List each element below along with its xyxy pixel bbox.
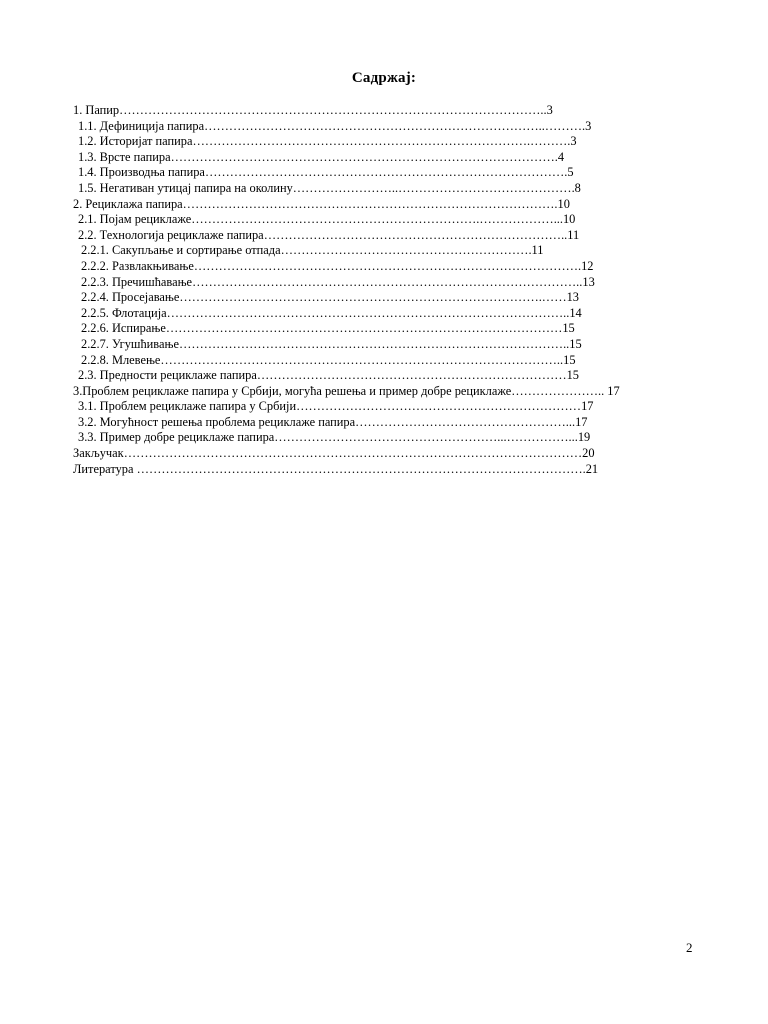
toc-entry-label: 2.2.4. Просејавање — [81, 290, 180, 305]
toc-entry-page: 19 — [577, 430, 591, 445]
toc-entry-label: 2.1. Појам рециклаже — [78, 212, 192, 227]
toc-entry-label: 2.2.2. Развлакњивање — [81, 258, 194, 273]
table-of-contents — [73, 103, 713, 477]
toc-entry-label: 2.2. Технологија рециклаже папира — [78, 227, 264, 242]
toc-entry — [73, 399, 713, 415]
toc-entry-leader: ………………………………………………………………………………….. — [178, 336, 570, 351]
toc-entry — [73, 181, 713, 197]
toc-entry-page: 14 — [569, 305, 582, 320]
toc-entry-label: 3.1. Проблем рециклаже папира у Србији — [78, 399, 297, 414]
toc-entry-leader: …………………………………………………………….………………... — [191, 212, 563, 227]
toc-entry-leader: ……………………………………………... — [355, 414, 576, 429]
toc-entry-label: 2.2.3. Пречишћавање — [81, 274, 193, 289]
toc-heading: Садржај: — [351, 70, 417, 86]
toc-entry-page: 17 — [607, 383, 620, 398]
toc-entry-leader: ……………………………………………………………….. — [263, 227, 568, 242]
toc-entry-label: 3.3. Пример добре рециклаже папира — [78, 430, 275, 445]
toc-entry — [73, 103, 713, 119]
toc-entry — [73, 430, 713, 446]
toc-entry-label: 2.2.5. Флотација — [81, 305, 167, 320]
toc-entry-leader: ………………………………………………………………………………………………. — [136, 461, 586, 476]
toc-entry-page: 10 — [562, 212, 576, 227]
toc-entry-leader: ………………………………………………………………… — [256, 368, 567, 383]
toc-entry-leader: …………………………………………………………………………….…… — [179, 290, 567, 305]
toc-entry — [73, 259, 713, 275]
toc-entry — [73, 306, 713, 322]
toc-entry-page: 15 — [569, 336, 582, 351]
toc-entry-page: 10 — [557, 196, 570, 211]
toc-entry — [73, 415, 713, 431]
toc-entry-leader: ………………………………………………………………………………….. — [192, 274, 583, 289]
toc-entry — [73, 290, 713, 306]
toc-entry-page: 15 — [562, 321, 575, 336]
toc-entry-label: 2.2.6. Испирање — [81, 321, 166, 336]
toc-entry-page: 11 — [567, 227, 580, 242]
toc-entry-leader: …………………………………………………………………………………… — [165, 321, 563, 336]
toc-entry-page: 17 — [575, 414, 588, 429]
toc-entry-leader: ………………………………………………………………………………………………… — [123, 446, 583, 461]
toc-entry — [73, 353, 713, 369]
toc-entry-leader: …………………………………………………………………………………….. — [160, 352, 564, 367]
page-number: 2 — [686, 940, 693, 955]
toc-entry-label: 2.3. Предности рециклаже папира — [78, 368, 257, 383]
toc-entry-page: 21 — [585, 461, 599, 476]
toc-entry-page: 12 — [581, 258, 594, 273]
toc-entry — [73, 368, 713, 384]
toc-entry-page: 3 — [570, 134, 577, 149]
toc-entry — [73, 462, 713, 478]
toc-entry-page: 5 — [567, 165, 574, 180]
toc-entry-label: 1.1. Дефиниција папира — [78, 118, 205, 133]
toc-entry-leader: ………………………………………………...……………... — [274, 430, 578, 445]
toc-entry-leader: ………………….. — [511, 383, 608, 398]
toc-entry-label: 3.Проблем рециклаже папира у Србији, могућа решења и пример добре рециклаже — [73, 383, 512, 398]
toc-entry — [73, 134, 713, 150]
toc-entry-label: 3.2. Могућност решења проблема рециклаже папира — [78, 414, 356, 429]
toc-entry — [73, 165, 713, 181]
toc-entry-page: 13 — [582, 274, 595, 289]
toc-entry — [73, 275, 713, 291]
toc-entry-label: Литература — [73, 461, 137, 476]
toc-entry-label: 1.4. Производња папира — [78, 165, 205, 180]
toc-entry-leader: …………………………………………………………………………………. — [193, 258, 582, 273]
toc-entry-leader: …………………………………………………………………………………….. — [166, 305, 570, 320]
toc-entry-label: 2.2.7. Угушћивање — [81, 336, 179, 351]
toc-entry-label: 2.2.8. Млевење — [81, 352, 161, 367]
toc-entry-page: 17 — [581, 399, 594, 414]
toc-entry-page: 20 — [582, 446, 595, 461]
toc-entry-leader: ………………………………………………………………………………. — [182, 196, 558, 211]
toc-entry-page: 15 — [566, 368, 579, 383]
toc-entry-page: 8 — [574, 180, 581, 195]
toc-entry-label: 1.3. Врсте папира — [78, 149, 171, 164]
toc-entry-label: 1.2. Историјат папира — [78, 134, 193, 149]
toc-entry-leader: …………………………………………………………………………………. — [170, 149, 558, 164]
toc-entry — [73, 228, 713, 244]
toc-entry-page: 3 — [585, 118, 592, 133]
toc-entry-label: 2.2.1. Сакупљање и сортирање отпада — [81, 243, 281, 258]
toc-entry-page: 3 — [546, 103, 553, 117]
toc-entry-leader: ……………………………………………………………………………. — [204, 165, 568, 180]
toc-entry — [73, 119, 713, 135]
toc-entry — [73, 384, 713, 400]
toc-entry-leader: ………………………………………………………………………………………….. — [119, 103, 547, 117]
toc-entry-page: 13 — [566, 290, 579, 305]
toc-entry-leader: ……………………………………………………. — [280, 243, 532, 258]
toc-entry-label: Закључак — [73, 446, 124, 461]
toc-entry — [73, 337, 713, 353]
toc-entry-leader: ……………………………………………………………………….………. — [192, 134, 571, 149]
toc-entry — [73, 197, 713, 213]
toc-entry — [73, 446, 713, 462]
toc-entry-page: 15 — [563, 352, 576, 367]
toc-entry-leader: …………………………………………………………… — [296, 399, 582, 414]
toc-entry-label: 1.5. Негативан утицај папира на околину — [78, 180, 293, 195]
toc-entry — [73, 243, 713, 259]
toc-entry — [73, 212, 713, 228]
toc-entry — [73, 150, 713, 166]
toc-entry-page: 4 — [557, 149, 565, 164]
toc-entry-leader: ………………………………………………………………………..………. — [204, 118, 586, 133]
toc-entry-label: 2. Рециклажа папира — [73, 196, 183, 211]
toc-entry-leader: ……………………..……………………………………. — [292, 180, 575, 195]
toc-entry-label: 1. Папир — [73, 103, 120, 117]
toc-entry-page: 11 — [531, 243, 544, 258]
toc-entry — [73, 321, 713, 337]
